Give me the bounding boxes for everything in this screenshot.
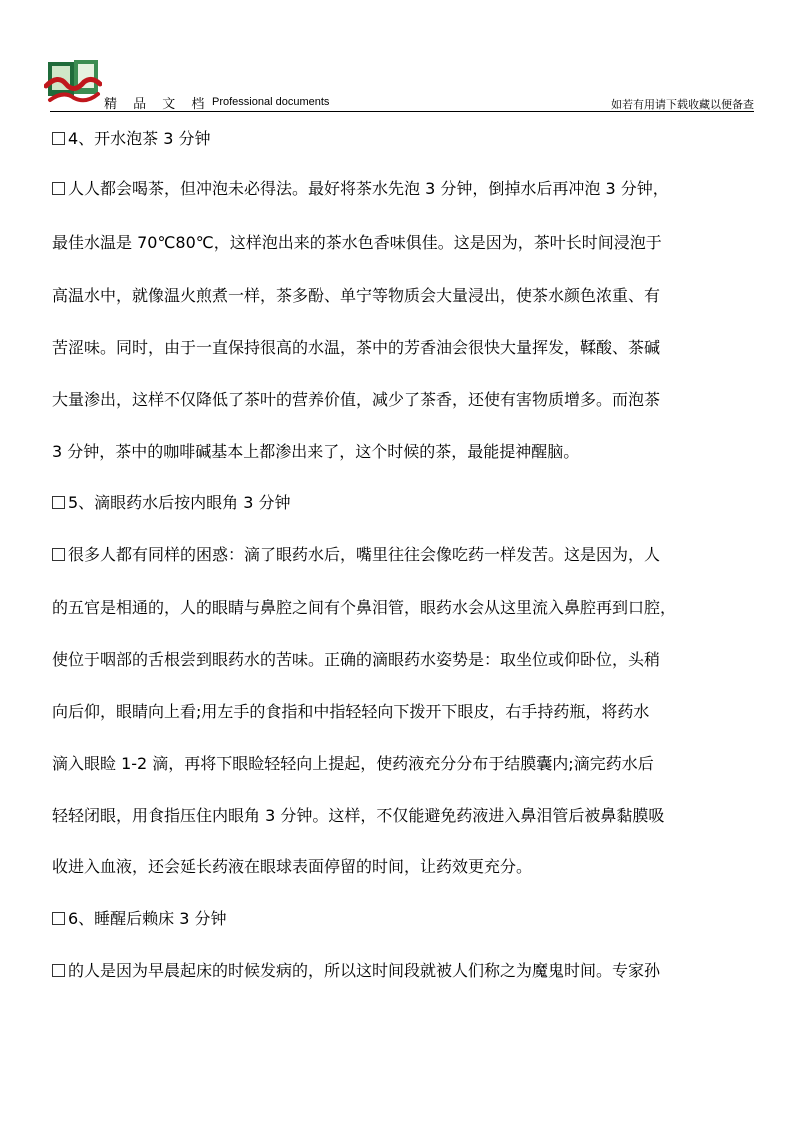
text-line (52, 700, 768, 724)
line-text: 苦涩味。同时，由于一直保持很高的水温，茶中的芳香油会很快大量挥发，鞣酸、茶碱 (52, 338, 661, 357)
line-text: 的五官是相通的，人的眼睛与鼻腔之间有个鼻泪管，眼药水会从这里流入鼻腔再到口腔， (52, 598, 677, 617)
line-text: 人人都会喝茶，但冲泡未必得法。最好将茶水先泡 3 分钟，倒掉水后再冲泡 3 分钟， (68, 179, 669, 198)
line-text: 很多人都有同样的困惑：滴了眼药水后，嘴里往往会像吃药一样发苦。这是因为，人 (68, 545, 661, 564)
paragraph-start-line (52, 491, 768, 515)
line-text: 6、睡醒后赖床 3 分钟 (68, 909, 227, 928)
text-line (52, 596, 768, 620)
line-text: 最佳水温是 70℃80℃，这样泡出来的茶水色香味俱佳。这是因为，茶叶长时间浸泡于 (52, 233, 662, 252)
line-text: 使位于咽部的舌根尝到眼药水的苦味。正确的滴眼药水姿势是：取坐位或仰卧位，头稍 (52, 650, 661, 669)
paragraph-start-line (52, 543, 768, 567)
line-text: 收进入血液，还会延长药液在眼球表面停留的时间，让药效更充分。 (52, 857, 533, 876)
checkbox-glyph-icon (52, 496, 65, 509)
paragraph-start-line (52, 127, 768, 151)
logo-icon (44, 56, 102, 104)
text-line (52, 336, 768, 360)
header-title: 精 品 文 档 (104, 97, 211, 112)
line-text: 大量渗出，这样不仅降低了茶叶的营养价值，减少了茶香，还使有害物质增多。而泡茶 (52, 390, 661, 409)
text-line (52, 284, 768, 308)
line-text: 向后仰，眼睛向上看;用左手的食指和中指轻轻向下拨开下眼皮，右手持药瓶，将药水 (52, 702, 650, 721)
text-line (52, 855, 768, 879)
header-note: 如若有用请下载收藏以便备查 (611, 98, 754, 111)
paragraph-start-line (52, 907, 768, 931)
checkbox-glyph-icon (52, 964, 65, 977)
line-text: 滴入眼睑 1-2 滴，再将下眼睑轻轻向上提起，使药液充分分布于结膜囊内;滴完药水后 (52, 754, 654, 773)
line-text: 4、开水泡茶 3 分钟 (68, 129, 211, 148)
line-text: 5、滴眼药水后按内眼角 3 分钟 (68, 493, 291, 512)
text-line (52, 648, 768, 672)
page-header (0, 0, 794, 112)
text-line (52, 752, 768, 776)
text-line (52, 388, 768, 412)
checkbox-glyph-icon (52, 182, 65, 195)
paragraph-start-line (52, 177, 768, 201)
line-text: 轻轻闭眼，用食指压住内眼角 3 分钟。这样，不仅能避免药液进入鼻泪管后被鼻黏膜吸 (52, 806, 665, 825)
line-text: 的人是因为早晨起床的时候发病的，所以这时间段就被人们称之为魔鬼时间。专家孙 (68, 961, 661, 980)
header-rule (50, 111, 754, 112)
line-text: 3 分钟，茶中的咖啡碱基本上都渗出来了，这个时候的茶，最能提神醒脑。 (52, 442, 580, 461)
header-subtitle: Professional documents (212, 96, 330, 108)
text-line (52, 440, 768, 464)
checkbox-glyph-icon (52, 132, 65, 145)
paragraph-start-line (52, 959, 768, 983)
checkbox-glyph-icon (52, 912, 65, 925)
checkbox-glyph-icon (52, 548, 65, 561)
text-line (52, 231, 768, 255)
line-text: 高温水中，就像温火煎煮一样，茶多酚、单宁等物质会大量浸出，使茶水颜色浓重、有 (52, 286, 661, 305)
text-line (52, 804, 768, 828)
